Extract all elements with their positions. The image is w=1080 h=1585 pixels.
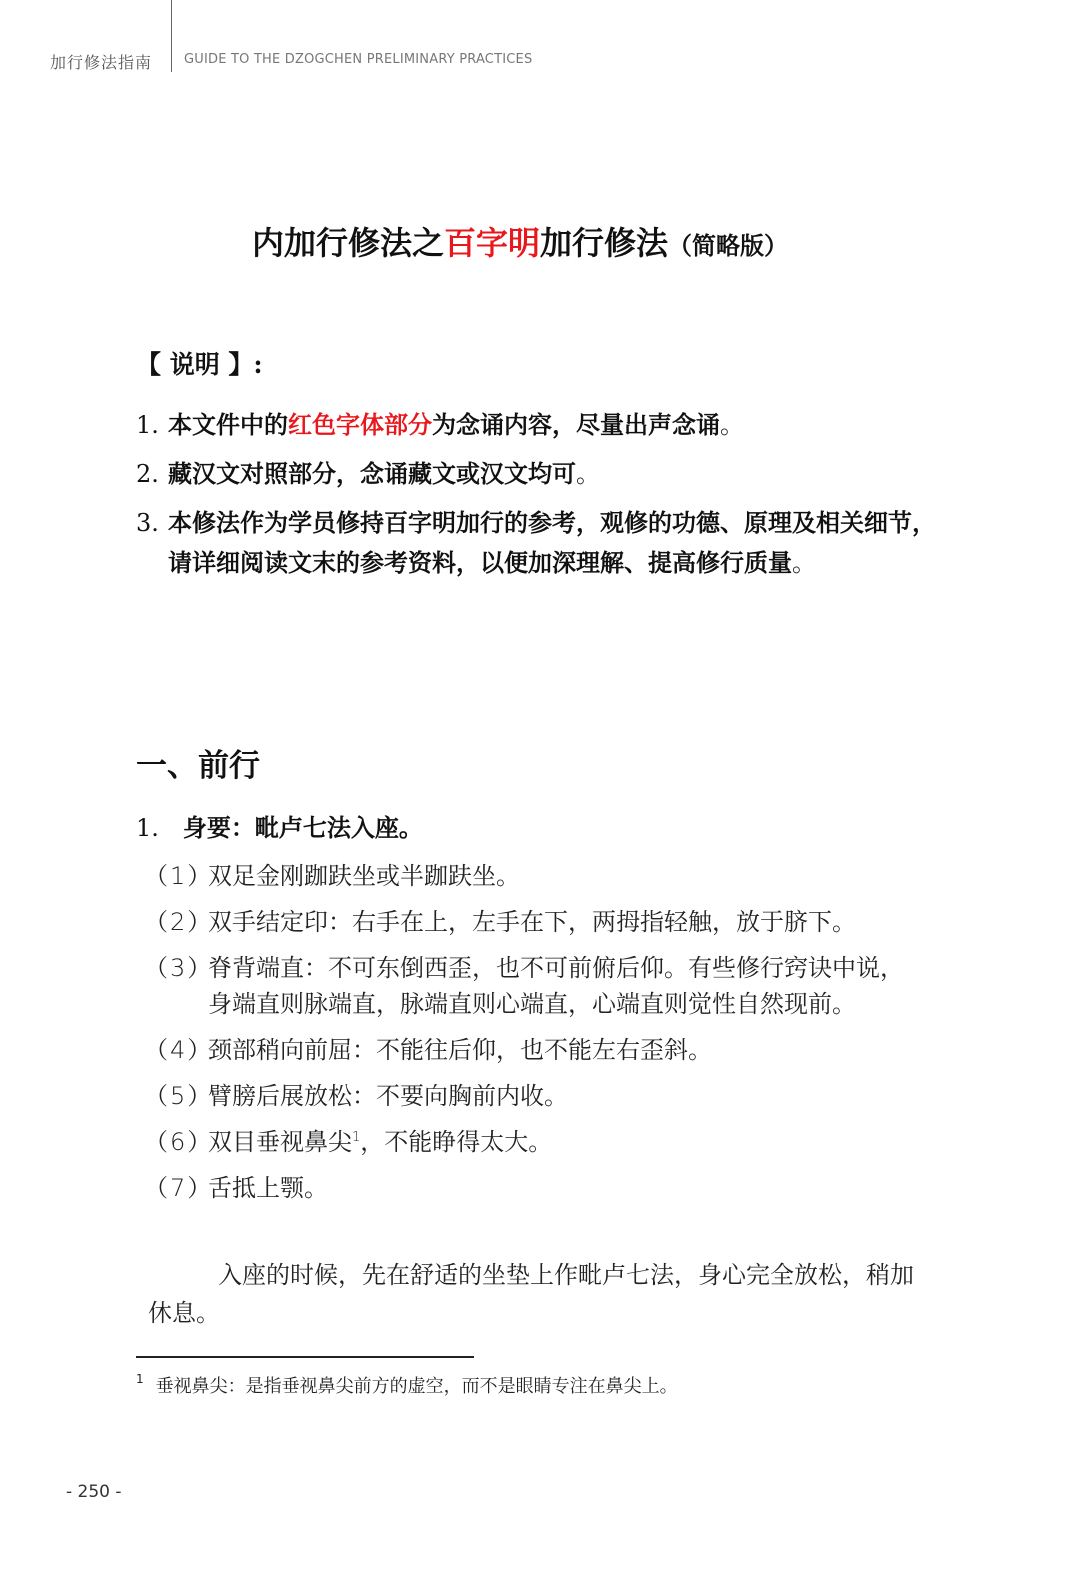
subsection-heading [136, 808, 423, 843]
posture-index: （5） [144, 1082, 214, 1110]
posture-text: 双手结定印：右手在上，左手在下，两拇指轻触，放于脐下。 [208, 908, 856, 936]
note-item [136, 503, 936, 583]
note-text: 为念诵内容，尽量出声念诵 [432, 410, 720, 439]
posture-index: （4） [144, 1036, 214, 1064]
note-text: 本文件中的 [168, 410, 288, 439]
footnote [136, 1372, 678, 1398]
book-title-cn: 加行修法指南 [50, 53, 153, 72]
posture-text: 颈部稍向前屈：不能往后仰，也不能左右歪斜。 [208, 1036, 712, 1064]
posture-list [144, 858, 924, 1216]
book-title-en: GUIDE TO THE DZOGCHEN PRELIMINARY PRACTICES [184, 52, 533, 67]
posture-text: 脊背端直：不可东倒西歪，也不可前俯后仰。有些修行窍诀中说，身端直则脉端直，脉端直则心端直，心端直则觉性自然现前。 [208, 954, 904, 1018]
posture-index: （1） [144, 862, 214, 890]
section-heading: 一、前行 [136, 748, 260, 784]
posture-text: 双目垂视鼻尖 [208, 1128, 352, 1156]
posture-item [144, 1078, 924, 1114]
note-period: 。 [720, 411, 744, 439]
posture-index: （6） [144, 1128, 214, 1156]
note-period: 。 [792, 549, 816, 577]
posture-index: （2） [144, 908, 214, 936]
posture-text: 双足金刚跏趺坐或半跏趺坐。 [208, 862, 520, 890]
footnote-reference[interactable]: 1 [352, 1130, 361, 1145]
posture-item [144, 858, 924, 894]
note-item [136, 454, 936, 494]
notes-heading: 【 说明 】: [136, 350, 263, 379]
note-number: 2. [136, 460, 159, 488]
title-part-1: 内加行修法之 [251, 224, 444, 262]
posture-text: 臂膀后展放松：不要向胸前内收。 [208, 1082, 568, 1110]
footnote-text: 垂视鼻尖：是指垂视鼻尖前方的虚空，而不是眼睛专注在鼻尖上。 [155, 1376, 678, 1397]
subsection-text: 身要：毗卢七法入座。 [182, 814, 423, 842]
note-item [136, 405, 936, 445]
footnote-divider [136, 1356, 474, 1358]
body-paragraph: 入座的时候，先在舒适的坐垫上作毗卢七法，身心完全放松，稍加休息。 [148, 1261, 914, 1327]
note-number: 3. [136, 509, 159, 537]
page-header [0, 0, 1080, 80]
title-version: （简略版） [668, 231, 789, 260]
note-number: 1. [136, 411, 159, 439]
notes-list [136, 405, 936, 592]
posture-item [144, 1124, 924, 1160]
note-text: 藏汉文对照部分，念诵藏文或汉文均可 [168, 459, 576, 488]
posture-index: （7） [144, 1174, 214, 1202]
posture-index: （3） [144, 954, 214, 982]
document-title [0, 218, 1040, 264]
footnote-mark: 1 [136, 1372, 144, 1386]
page-number: - 250 - [66, 1482, 122, 1502]
title-highlight: 百字明 [443, 224, 540, 262]
note-red-text: 红色字体部分 [288, 410, 432, 439]
posture-text: ，不能睁得太大。 [360, 1128, 553, 1156]
subsection-number: 1. [136, 814, 159, 842]
title-part-3: 加行修法 [540, 224, 669, 262]
header-divider [171, 0, 172, 72]
posture-item [144, 950, 924, 1022]
posture-item [144, 904, 924, 940]
posture-item [144, 1170, 924, 1206]
note-period: 。 [576, 460, 600, 488]
posture-text: 舌抵上颚。 [208, 1174, 328, 1202]
posture-item [144, 1032, 924, 1068]
note-text: 本修法作为学员修持百字明加行的参考，观修的功德、原理及相关细节，请详细阅读文末的参考资料，以便加深理解、提高修行质量 [168, 508, 936, 577]
